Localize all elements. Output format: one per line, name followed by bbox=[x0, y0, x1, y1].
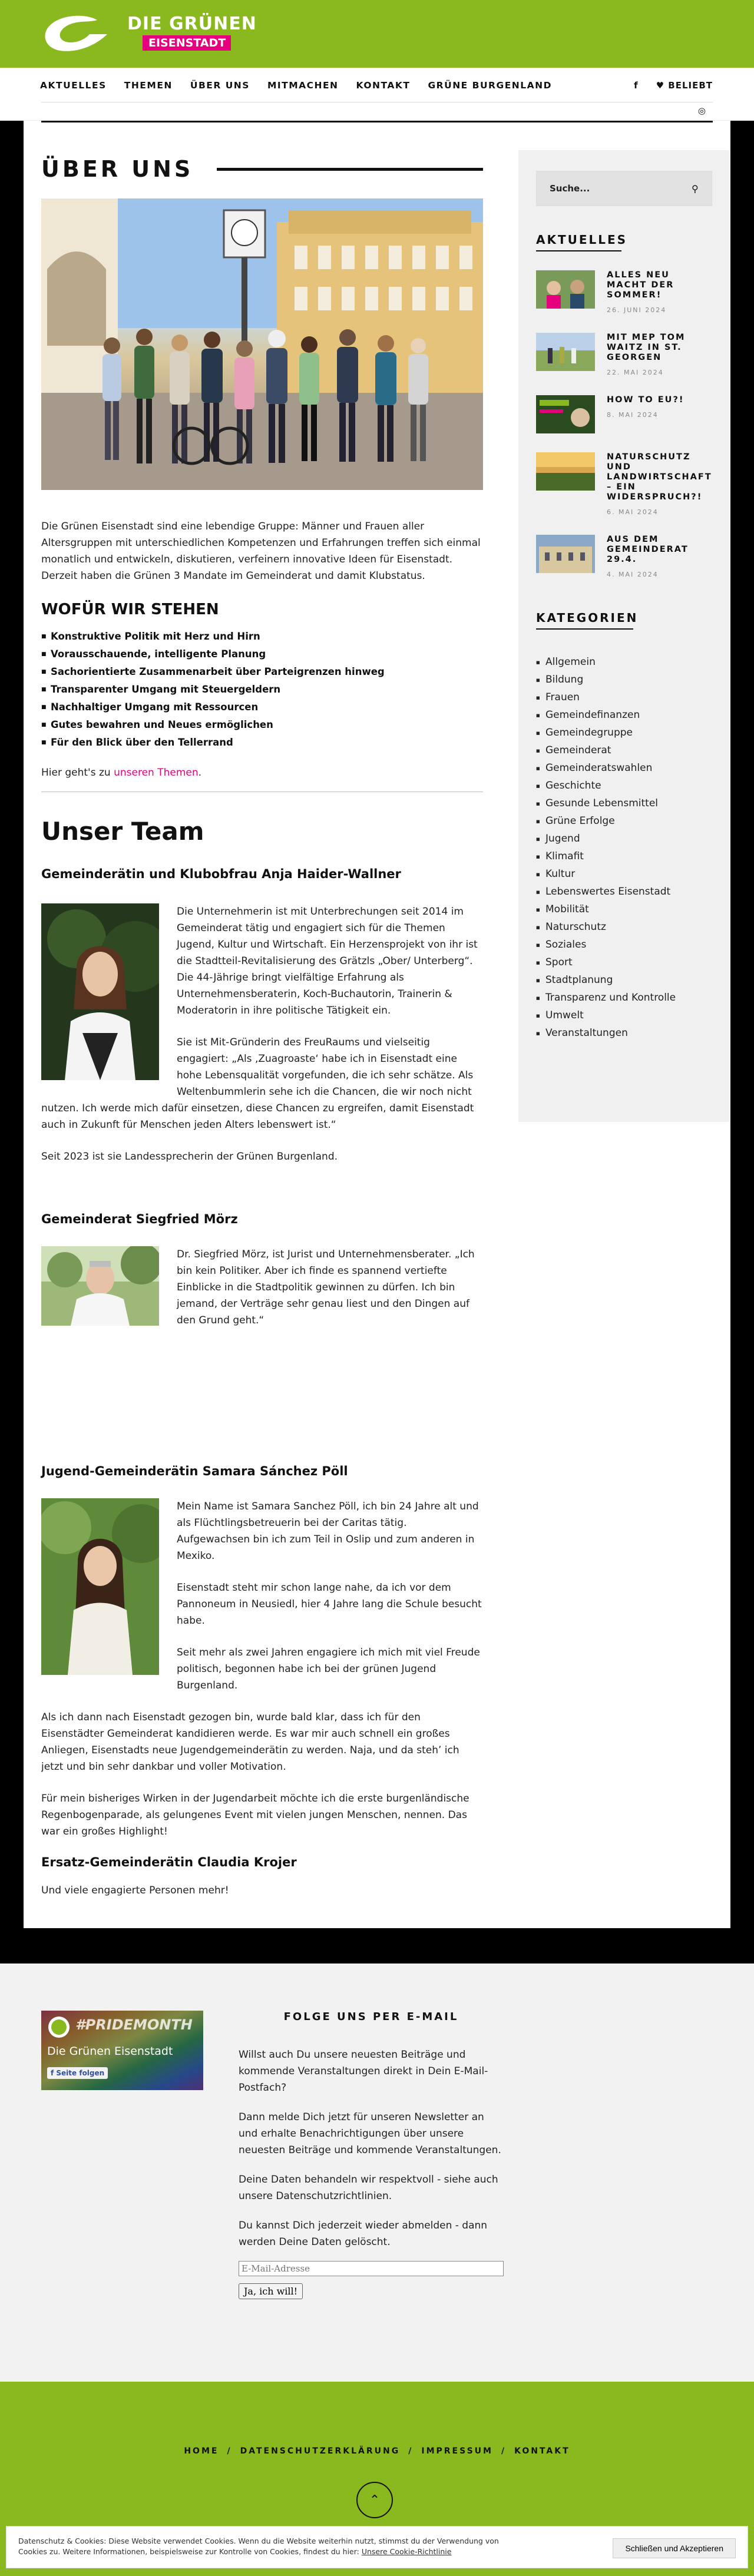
member-paragraph: Die Unternehmerin ist mit Unterbrechungen seit 2014 im Gemeinderat tätig und engagiert sich für die Themen Jugend, Kultur und Wirtschaft. Ein Herzensprojekt von ihr ist die Stadtteil-Revitalisierung des Grätzls „Ober/ Unterberg“. Die 44-Jährige bringt vielfältige Erfahrung als Unternehmensberaterin, Koch-Buchautorin, Trainerin & Moderatorin in ihre politische Tätigkeit ein. bbox=[177, 906, 478, 1017]
member-paragraph: Mein Name ist Samara Sanchez Pöll, ich bin 24 Jahre alt und als Flüchtlingsbetreuerin bei der Caritas tätig. Aufgewachsen bin ich zum Teil in Oslip und zum anderen in Mexiko. bbox=[177, 1501, 479, 1562]
page-title-row bbox=[41, 156, 483, 182]
category-link[interactable]: ■ Naturschutz bbox=[536, 918, 712, 936]
principle-item: ■ Für den Blick über den Tellerrand bbox=[41, 734, 483, 751]
content-area bbox=[24, 121, 730, 1928]
category-link[interactable]: ■ Stadtplanung bbox=[536, 971, 712, 989]
heading-underline bbox=[536, 628, 633, 630]
category-link[interactable]: ■ Lebenswertes Eisenstadt bbox=[536, 883, 712, 900]
nav-mitmachen[interactable]: MITMACHEN bbox=[267, 80, 339, 91]
member-title: Jugend-Gemeinderätin Samara Sánchez Pöll bbox=[41, 1464, 348, 1478]
footer-link-impressum[interactable]: IMPRESSUM bbox=[421, 2446, 493, 2456]
nav-kontakt[interactable]: KONTAKT bbox=[356, 80, 411, 91]
cookie-policy-link[interactable]: Unsere Cookie-Richtlinie bbox=[361, 2547, 452, 2556]
footer-separator: / bbox=[227, 2446, 232, 2456]
post-thumbnail-illustration bbox=[536, 452, 595, 491]
member-photo-illustration bbox=[41, 1246, 159, 1326]
newsletter-heading: FOLGE UNS PER E-MAIL bbox=[283, 2011, 459, 2023]
category-link[interactable]: ■ Frauen bbox=[536, 688, 712, 706]
content-top-rule bbox=[41, 121, 713, 122]
sidebar-post[interactable] bbox=[536, 535, 712, 578]
newsletter-paragraph: Du kannst Dich jederzeit wieder abmelden - dann werden Deine Daten gelöscht. bbox=[239, 2220, 488, 2248]
facebook-icon[interactable]: f bbox=[634, 80, 639, 91]
beliebt-button[interactable]: ♥ BELIEBT bbox=[656, 80, 713, 91]
member-siegfried bbox=[41, 1246, 483, 1464]
category-link[interactable]: ■ Gemeindefinanzen bbox=[536, 706, 712, 724]
logo-icon[interactable] bbox=[41, 12, 115, 56]
category-link[interactable]: ■ Gemeinderatswahlen bbox=[536, 759, 712, 777]
widgets-bottom-spacer bbox=[0, 2340, 754, 2382]
post-title[interactable]: MIT MEP TOM WAITZ IN ST. GEORGEN bbox=[607, 333, 686, 362]
footer-separator: / bbox=[408, 2446, 414, 2456]
member-paragraph: Als ich dann nach Eisenstadt gezogen bin, wurde bald klar, dass ich für den Eisenstädter Gemeinderat kandidieren werde. Es war mir auch schnell ein großes Anliegen, Eisenstadts neue Jugendgemeinderätin zu werden. Naja, und da steh’ ich jetzt und bin sehr dankbar und voller Motivation. bbox=[41, 1711, 459, 1773]
instagram-icon[interactable]: ◎ bbox=[697, 105, 706, 116]
post-thumbnail[interactable] bbox=[536, 333, 595, 371]
themen-suffix: . bbox=[198, 767, 202, 779]
nav-aktuelles[interactable]: AKTUELLES bbox=[40, 80, 107, 91]
footer-link-datenschutz[interactable]: DATENSCHUTZERKLÄRUNG bbox=[240, 2446, 401, 2456]
footer-nav bbox=[0, 2446, 754, 2456]
principle-item: ■ Transparenter Umgang mit Steuergeldern bbox=[41, 681, 483, 698]
main-column bbox=[41, 121, 483, 1905]
member-title: Gemeinderat Siegfried Mörz bbox=[41, 1212, 238, 1226]
member-paragraph: Seit mehr als zwei Jahren engagiere ich mich mit viel Freude politisch, begonnen habe ich bei der grünen Jugend Burgenland. bbox=[177, 1647, 480, 1691]
sidebar-post[interactable] bbox=[536, 395, 712, 433]
aktuelles-heading: AKTUELLES bbox=[536, 233, 628, 247]
search-placeholder: Suche... bbox=[550, 183, 590, 194]
themen-prefix: Hier geht's zu bbox=[41, 767, 114, 779]
footer-link-home[interactable]: HOME bbox=[184, 2446, 219, 2456]
intro-text: Die Grünen Eisenstadt sind eine lebendige Gruppe: Männer und Frauen aller Altersgruppen mit unterschiedlichen Kompetenzen und Erfahrungen treffen sich einmal monatlich und entwickeln, diskutieren, verfeinern innovative Ideen für Eisenstadt. Derzeit haben die Grünen 3 Mandate im Gemeinderat und damit Klubstatus. bbox=[41, 521, 481, 582]
group-photo-illustration bbox=[41, 198, 483, 490]
member-paragraph: Sie ist Mit-Gründerin des FreuRaums und vielseitig engagiert: „Als ‚Zuagroaste‘ habe ich in Eisenstadt eine hohe Lebensqualität vorgefunden, die ich sehr schätze. Als Weltenbummlerin sehe ich die Chancen, die wir noch nicht nutzen. Ich werde mich dafür einsetzen, diese Chancen zu ergreifen, damit Eisenstadt auch in Zukunft für Menschen jeden Alters lebenswert ist.“ bbox=[41, 1037, 474, 1131]
search-icon[interactable]: ⚲ bbox=[691, 183, 699, 194]
newsletter-paragraph: Deine Daten behandeln wir respektvoll - siehe auch unsere Datenschutzrichtlinien. bbox=[239, 2174, 498, 2202]
category-link[interactable]: ■ Jugend bbox=[536, 830, 712, 847]
title-bar bbox=[217, 168, 483, 171]
brand-logo-text[interactable] bbox=[125, 14, 259, 51]
principle-item: ■ Sachorientierte Zusammenarbeit über Parteigrenzen hinweg bbox=[41, 663, 483, 681]
brand-subtitle: EISENSTADT bbox=[143, 35, 231, 51]
nav-ueber-uns[interactable]: ÜBER UNS bbox=[190, 80, 250, 91]
fb-widget-title: #PRIDEMONTH bbox=[75, 2017, 193, 2033]
site-footer bbox=[0, 2382, 754, 2576]
post-thumbnail-illustration bbox=[536, 535, 595, 573]
member-anja bbox=[41, 903, 483, 1165]
sidebar bbox=[518, 150, 730, 1122]
cookie-banner bbox=[6, 2526, 748, 2568]
member-paragraph: Dr. Siegfried Mörz, ist Jurist und Unternehmensberater. „Ich bin kein Politiker. Aber ich finde es spannend vertiefte Einblicke in die Stadtpolitik gewinnen zu dürfen. Ich bin jemand, der Verträge sehr genau liest und den Dingen auf den Grund geht.“ bbox=[177, 1249, 475, 1326]
facebook-widget[interactable] bbox=[41, 2011, 203, 2090]
themen-hint bbox=[41, 764, 483, 781]
sidebar-post[interactable] bbox=[536, 333, 712, 376]
main-nav bbox=[0, 68, 754, 121]
cookie-accept-button[interactable]: Schließen und Akzeptieren bbox=[613, 2538, 736, 2558]
fb-page-name[interactable]: Die Grünen Eisenstadt bbox=[47, 2045, 173, 2058]
member-paragraph: Für mein bisheriges Wirken in der Jugendarbeit möchte ich die erste burgenländische Regenbogenparade, als gelungenes Event mit vielen jungen Menschen, nennen. Das war ein großes Highlight! bbox=[41, 1793, 469, 1837]
post-date: 22. MAI 2024 bbox=[607, 369, 664, 376]
email-field[interactable] bbox=[239, 2261, 504, 2276]
brand-title: DIE GRÜNEN bbox=[125, 14, 259, 34]
newsletter-widget bbox=[239, 2011, 504, 2299]
principle-item: ■ Gutes bewahren und Neues ermöglichen bbox=[41, 716, 483, 734]
post-title[interactable]: ALLES NEU MACHT DER SOMMER! bbox=[607, 270, 674, 300]
member-photo-illustration bbox=[41, 903, 159, 1080]
principle-item: ■ Nachhaltiger Umgang mit Ressourcen bbox=[41, 698, 483, 716]
cookie-text bbox=[18, 2536, 525, 2557]
category-link[interactable]: ■ Grüne Erfolge bbox=[536, 812, 712, 830]
nav-gruene-burgenland[interactable]: GRÜNE BURGENLAND bbox=[428, 80, 552, 91]
page-title: ÜBER UNS bbox=[41, 156, 194, 182]
group-photo bbox=[41, 198, 483, 490]
category-link[interactable]: ■ Geschichte bbox=[536, 777, 712, 794]
member-photo bbox=[41, 903, 159, 1080]
newsletter-paragraph: Willst auch Du unsere neuesten Beiträge und kommende Veranstaltungen direkt in Dein E-Mail-Postfach? bbox=[239, 2049, 488, 2094]
post-title[interactable]: NATURSCHUTZ UND LANDWIRTSCHAFT – EIN WIDERSPRUCH?! bbox=[607, 452, 712, 502]
post-title[interactable]: AUS DEM GEMEINDERAT 29.4. bbox=[607, 535, 689, 564]
footer-widgets bbox=[0, 1964, 754, 2340]
member-photo bbox=[41, 1246, 159, 1326]
member-paragraph: Seit 2023 ist sie Landessprecherin der Grünen Burgenland. bbox=[41, 1151, 338, 1163]
nav-themen[interactable]: THEMEN bbox=[124, 80, 173, 91]
content-bottom-spacer bbox=[0, 1928, 754, 1964]
post-date: 26. JUNI 2024 bbox=[607, 306, 667, 314]
member-samara bbox=[41, 1498, 483, 1840]
post-thumbnail[interactable] bbox=[536, 395, 595, 433]
footer-link-kontakt[interactable]: KONTAKT bbox=[514, 2446, 570, 2456]
sidebar-post[interactable] bbox=[536, 452, 712, 516]
category-link[interactable]: ■ Umwelt bbox=[536, 1006, 712, 1024]
category-link[interactable]: ■ Soziales bbox=[536, 936, 712, 953]
newsletter-paragraph: Dann melde Dich jetzt für unseren Newsletter an und erhalte Benachrichtigungen über unsere neuesten Beiträge und kommende Veranstaltungen. bbox=[239, 2111, 501, 2156]
category-link[interactable]: ■ Veranstaltungen bbox=[536, 1024, 712, 1042]
category-link[interactable]: ■ Transparenz und Kontrolle bbox=[536, 989, 712, 1006]
sidebar-post[interactable] bbox=[536, 270, 712, 314]
cookie-message: Datenschutz & Cookies: Diese Website verwendet Cookies. Wenn du die Website weiterhin nutzt, stimmst du der Verwendung von Cookies zu. Weitere Informationen, beispielsweise zur Kontrolle von Cookies, findest du hier: bbox=[18, 2537, 499, 2556]
category-link[interactable]: ■ Gemeinderat bbox=[536, 741, 712, 759]
principles-list bbox=[41, 628, 483, 751]
post-thumbnail[interactable] bbox=[536, 535, 595, 573]
post-thumbnail-illustration bbox=[536, 395, 595, 433]
footer-separator: / bbox=[501, 2446, 507, 2456]
member-photo bbox=[41, 1498, 159, 1675]
category-link[interactable]: ■ Klimafit bbox=[536, 847, 712, 865]
principle-item: ■ Konstruktive Politik mit Herz und Hirn bbox=[41, 628, 483, 645]
wofur-heading: WOFÜR WIR STEHEN bbox=[41, 601, 219, 618]
category-link[interactable]: ■ Kultur bbox=[536, 865, 712, 883]
post-thumbnail-illustration bbox=[536, 270, 595, 309]
kategorien-heading: KATEGORIEN bbox=[536, 611, 639, 625]
category-link[interactable]: ■ Mobilität bbox=[536, 900, 712, 918]
post-thumbnail[interactable] bbox=[536, 452, 595, 491]
fb-follow-button[interactable]: f Seite folgen bbox=[47, 2067, 108, 2079]
post-title[interactable]: HOW TO EU?! bbox=[607, 395, 684, 405]
category-link[interactable]: ■ Gemeindegruppe bbox=[536, 724, 712, 741]
post-date: 8. MAI 2024 bbox=[607, 411, 659, 419]
back-to-top-icon[interactable]: ⌃ bbox=[356, 2482, 393, 2518]
team-heading: Unser Team bbox=[41, 817, 204, 846]
post-thumbnail-illustration bbox=[536, 333, 595, 371]
site-header bbox=[0, 0, 754, 68]
category-list bbox=[536, 653, 712, 1042]
themen-link[interactable]: unseren Themen bbox=[114, 767, 199, 779]
search-input[interactable] bbox=[536, 171, 712, 206]
member-paragraph: Und viele engagierte Personen mehr! bbox=[41, 1885, 229, 1896]
category-link[interactable]: ■ Bildung bbox=[536, 671, 712, 688]
member-photo-illustration bbox=[41, 1498, 159, 1675]
member-paragraph: Eisenstadt steht mir schon lange nahe, da ich vor dem Pannoneum in Neusiedl, hier 4 Jahre lang die Schule besucht habe. bbox=[177, 1582, 482, 1627]
post-thumbnail[interactable] bbox=[536, 270, 595, 309]
heading-underline bbox=[536, 250, 621, 251]
category-link[interactable]: ■ Allgemein bbox=[536, 653, 712, 671]
subscribe-button[interactable]: Ja, ich will! bbox=[239, 2283, 303, 2299]
post-date: 4. MAI 2024 bbox=[607, 571, 659, 578]
category-link[interactable]: ■ Gesunde Lebensmittel bbox=[536, 794, 712, 812]
principle-item: ■ Vorausschauende, intelligente Planung bbox=[41, 645, 483, 663]
category-link[interactable]: ■ Sport bbox=[536, 953, 712, 971]
member-title: Ersatz-Gemeinderätin Claudia Krojer bbox=[41, 1855, 297, 1869]
post-date: 6. MAI 2024 bbox=[607, 508, 659, 516]
member-title: Gemeinderätin und Klubobfrau Anja Haider-Wallner bbox=[41, 867, 401, 881]
